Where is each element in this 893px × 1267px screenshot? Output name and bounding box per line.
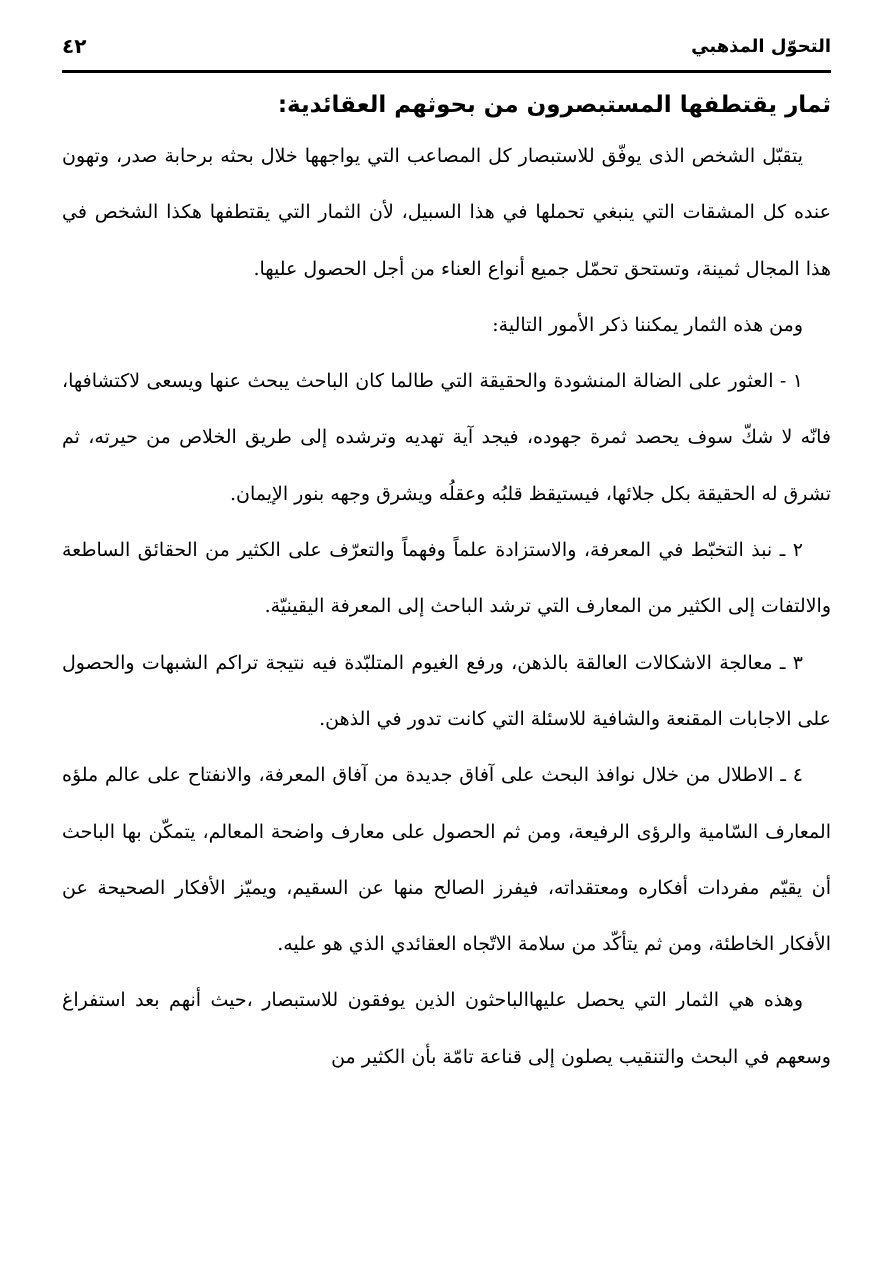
paragraph-list-intro: ومن هذه الثمار يمكننا ذكر الأمور التالية: xyxy=(492,313,803,336)
paragraph-item-3: ٣ ـ معالجة الاشكالات العالقة بالذهن، ورفع الغيوم المتلبّدة فيه نتيجة تراكم الشبهات والحصول على الاجابات المقنعة والشافية للاسئلة التي كانت تدور في الذهن. xyxy=(62,651,831,730)
paragraph-item-4: ٤ ـ الاطلال من خلال نوافذ البحث على آفاق جديدة من آفاق المعرفة، والانفتاح على عالم ملؤه المعارف السّامية والرؤى الرفيعة، ومن ثم الحصول على معارف واضحة المعالم، يتمكّن بها الباحث أن يقيّم مفردات أفكاره ومعتقداته، فيفرز الصالح منها عن السقيم، ويميّز الأفكار الصحيحة عن الأفكار الخاطئة، ومن ثم يتأكّد من سلامة الاتّجاه العقائدي الذي هو عليه. xyxy=(62,764,831,956)
page-number: ٤٢ xyxy=(62,34,87,58)
paragraph-item-2: ٢ ـ نبذ التخبّط في المعرفة، والاستزادة علماً وفهماً والتعرّف على الكثير من الحقائق الساطعة والالتفات إلى الكثير من المعارف التي ترشد الباحث إلى المعرفة اليقينيّة. xyxy=(62,539,831,618)
paragraph-conclusion: وهذه هي الثمار التي يحصل عليهاالباحثون الذين يوفقون للاستبصار ،حيث أنهم بعد استفراغ وسعهم في البحث والتنقيب يصلون إلى قناعة تامّة بأن الكثير من xyxy=(62,989,831,1068)
page-body xyxy=(62,82,831,1085)
section-heading: ثمار يقتطفها المستبصرون من بحوثهم العقائدية: xyxy=(277,92,831,118)
running-title: التحوّل المذهبي xyxy=(691,36,831,57)
paragraph-intro: يتقبّل الشخص الذى يوفّق للاستبصار كل المصاعب التي يواجهها خلال بحثه برحابة صدر، وتهون عنده كل المشقات التي ينبغي تحملها في هذا السبيل، لأن الثمار التي يقتطفها هكذا الشخص في هذا المجال ثمينة، وتستحق تحمّل جميع أنواع العناء من أجل الحصول عليها. xyxy=(62,145,831,280)
running-header xyxy=(62,30,831,73)
paragraph-item-1: ١ - العثور على الضالة المنشودة والحقيقة التي طالما كان الباحث يبحث عنها ويسعى لاكتشافها، فانّه لا شكّ سوف يحصد ثمرة جهوده، فيجد آية تهديه وترشده إلى طريق الخلاص من حيرته، ثم تشرق له الحقيقة بكل جلائها، فيستيقظ قلبُه وعقلُه ويشرق وجهه بنور الإيمان. xyxy=(62,370,831,505)
